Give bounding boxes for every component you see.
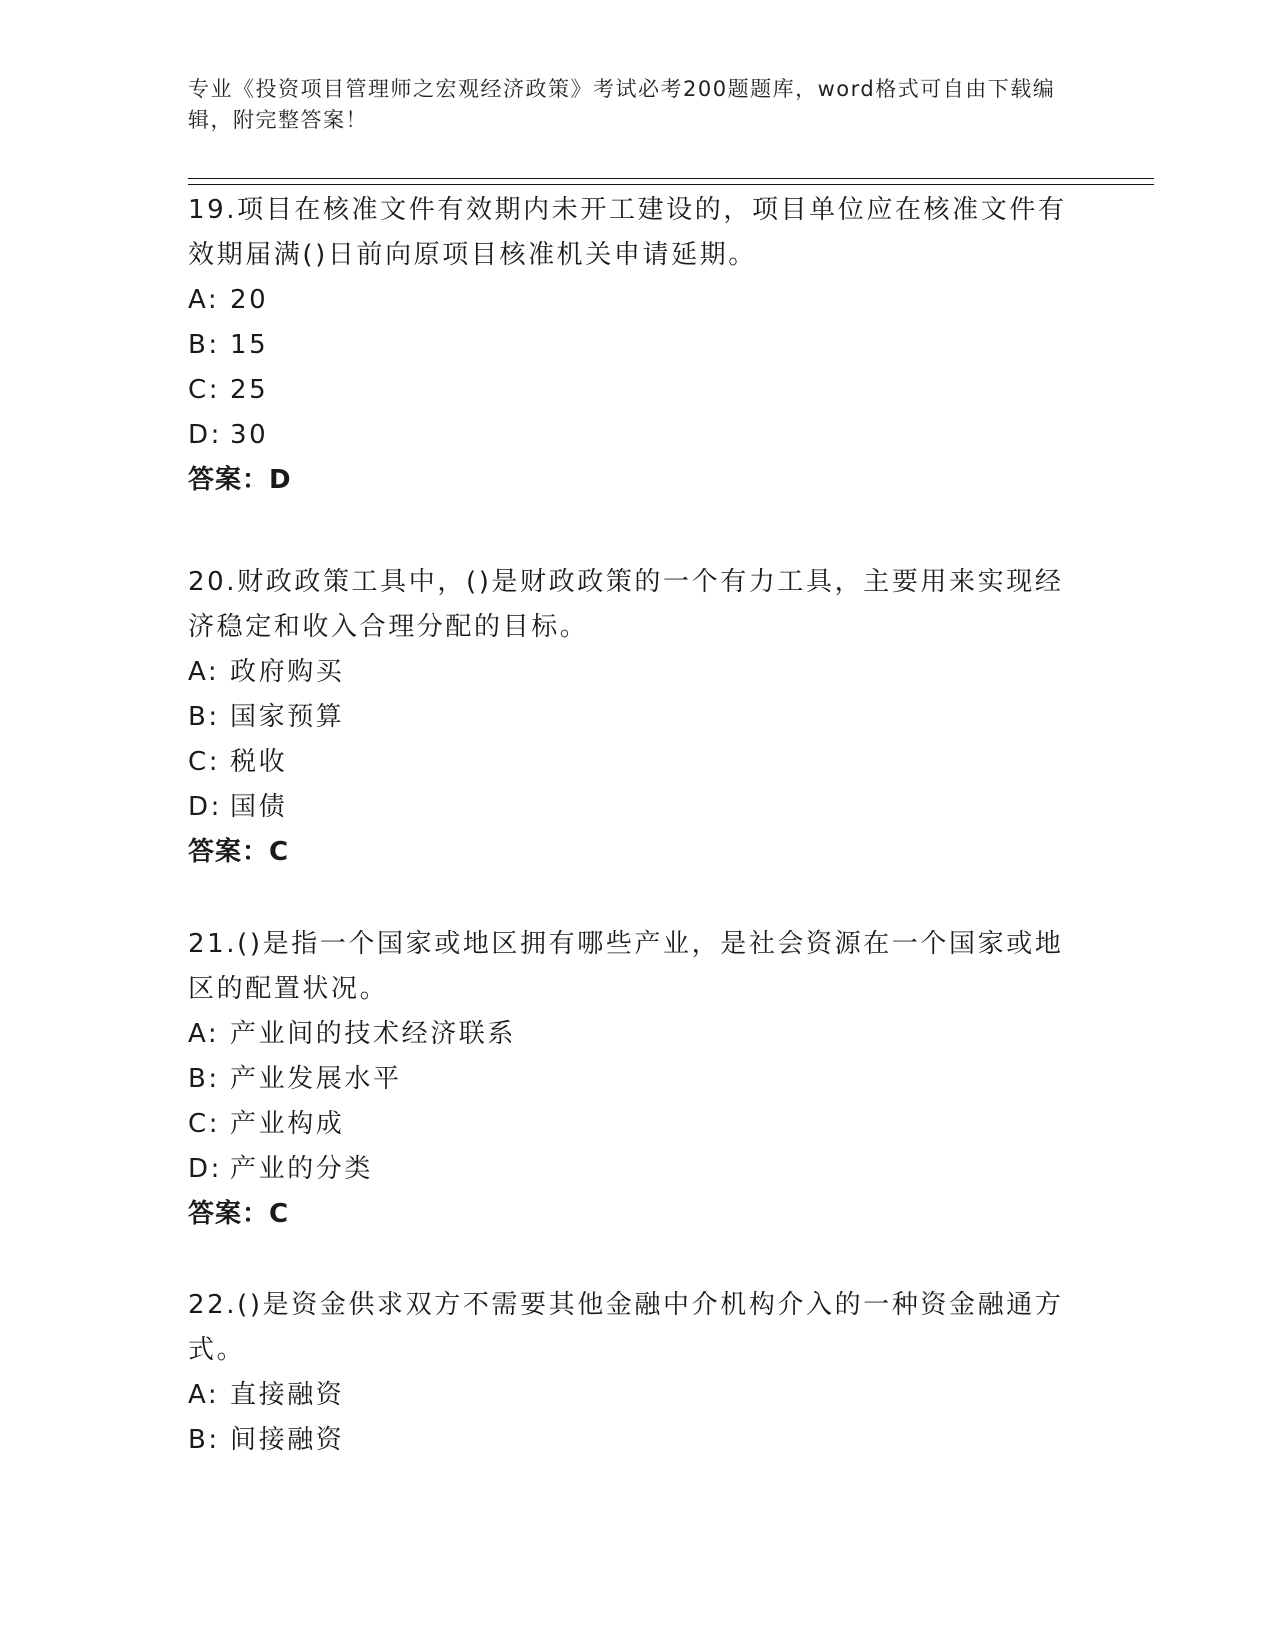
- option-text: 间接融资: [230, 1425, 345, 1455]
- option-text: 20: [230, 285, 269, 315]
- option-text: 15: [230, 330, 269, 360]
- question-stem: 21.()是指一个国家或地区拥有哪些产业，是社会资源在一个国家或地区的配置状况。: [188, 929, 1064, 1004]
- option-text: 政府购买: [230, 657, 345, 687]
- answer-text: 答案：C: [188, 1199, 290, 1229]
- option-letter: A:: [188, 657, 220, 687]
- question-stem: 19.项目在核准文件有效期内未开工建设的，项目单位应在核准文件有效期届满()日前向原项目核准机关申请延期。: [188, 195, 1067, 270]
- option-letter: A:: [188, 1380, 220, 1410]
- answer-text: 答案：C: [188, 837, 290, 867]
- option-text: 直接融资: [230, 1380, 345, 1410]
- option-text: 产业的分类: [230, 1154, 374, 1184]
- option-b: [188, 695, 1088, 740]
- question-stem: 20.财政政策工具中，()是财政政策的一个有力工具，主要用来实现经济稳定和收入合理分配的目标。: [188, 567, 1064, 642]
- option-b: [188, 1057, 1088, 1102]
- option-letter: B:: [188, 702, 220, 732]
- question-21: [188, 922, 1088, 1237]
- option-text: 25: [230, 375, 269, 405]
- option-c: [188, 368, 1088, 413]
- header-divider-top: [188, 178, 1154, 179]
- option-letter: A:: [188, 1019, 220, 1049]
- option-letter: B:: [188, 1425, 220, 1455]
- option-letter: D:: [188, 792, 222, 822]
- option-text: 税收: [230, 747, 288, 777]
- option-d: [188, 785, 1088, 830]
- header-divider-bottom: [188, 184, 1154, 185]
- document-header: 专业《投资项目管理师之宏观经济政策》考试必考200题题库，word格式可自由下载编辑，附完整答案！: [188, 77, 1056, 132]
- option-b: [188, 1418, 1088, 1463]
- question-19: [188, 188, 1088, 503]
- option-letter: A:: [188, 285, 220, 315]
- option-text: 国债: [230, 792, 288, 822]
- question-22: [188, 1283, 1088, 1463]
- option-letter: C:: [188, 1109, 221, 1139]
- option-a: [188, 650, 1088, 695]
- option-c: [188, 740, 1088, 785]
- option-a: [188, 1373, 1088, 1418]
- option-d: [188, 413, 1088, 458]
- option-a: [188, 278, 1088, 323]
- option-letter: C:: [188, 747, 221, 777]
- option-text: 30: [230, 420, 269, 450]
- option-letter: D:: [188, 420, 222, 450]
- option-a: [188, 1012, 1088, 1057]
- option-letter: B:: [188, 1064, 220, 1094]
- option-text: 产业发展水平: [230, 1064, 402, 1094]
- option-c: [188, 1102, 1088, 1147]
- option-b: [188, 323, 1088, 368]
- option-text: 产业构成: [230, 1109, 345, 1139]
- question-stem: 22.()是资金供求双方不需要其他金融中介机构介入的一种资金融通方式。: [188, 1290, 1064, 1365]
- option-letter: D:: [188, 1154, 222, 1184]
- answer-text: 答案：D: [188, 465, 292, 495]
- option-text: 国家预算: [230, 702, 345, 732]
- option-letter: B:: [188, 330, 220, 360]
- question-20: [188, 560, 1088, 875]
- option-letter: C:: [188, 375, 221, 405]
- option-d: [188, 1147, 1088, 1192]
- option-text: 产业间的技术经济联系: [230, 1019, 517, 1049]
